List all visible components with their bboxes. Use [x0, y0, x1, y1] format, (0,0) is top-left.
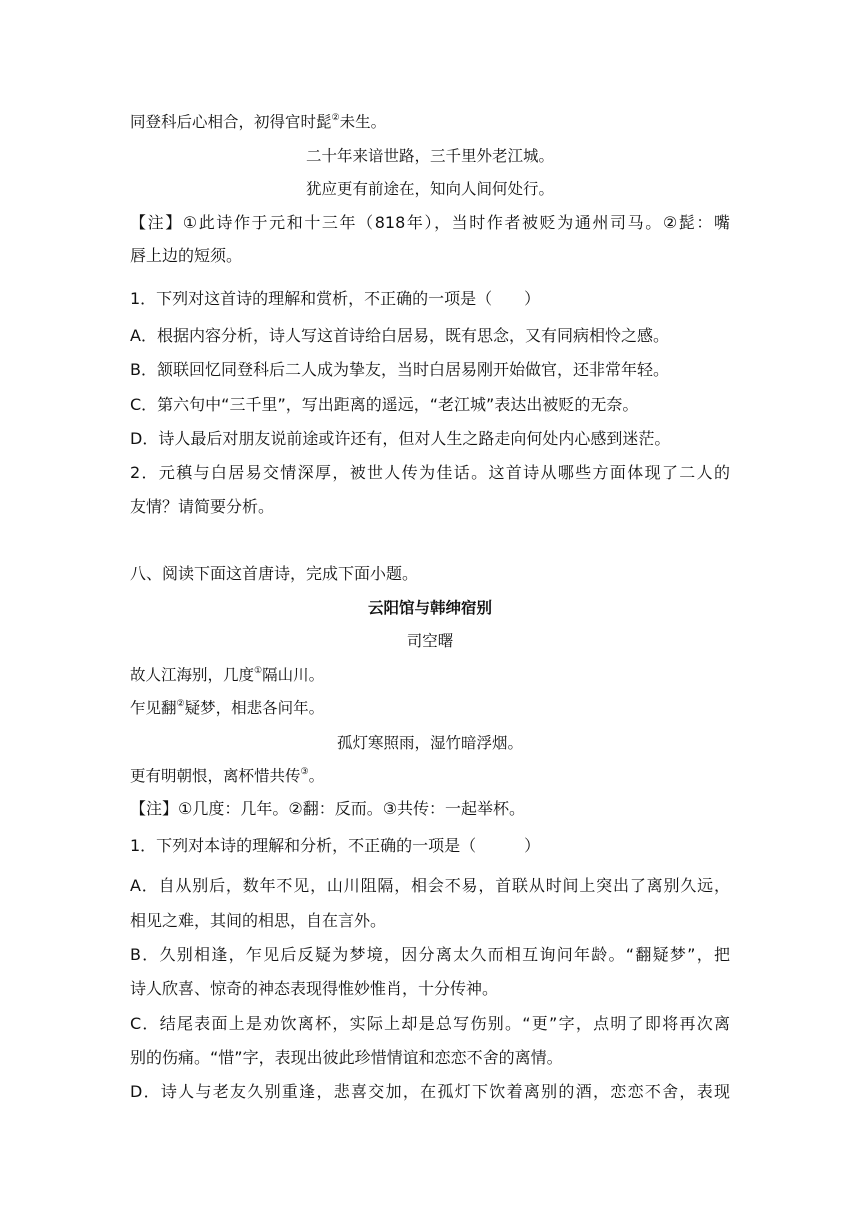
option-d: D．诗人最后对朋友说前途或许还有，但对人生之路走向何处内心感到迷茫。 [130, 429, 671, 448]
note-line: 唇上边的短须。 [130, 246, 243, 265]
note-line: 【注】①几度：几年。②翻：反而。③共传：一起举杯。 [130, 799, 526, 818]
poem-line [130, 697, 730, 719]
footnote-marker: ② [176, 699, 185, 709]
section-heading: 八、阅读下面这首唐诗，完成下面小题。 [130, 564, 419, 583]
poem-line [130, 111, 730, 133]
footnote-marker: ③ [300, 767, 309, 777]
footnote-marker: ① [254, 666, 263, 676]
option-b-cont: 诗人欣喜、惊奇的神态表现得惟妙惟肖，十分传神。 [130, 979, 499, 998]
poem-text: 疑梦，相悲各问年。 [184, 699, 325, 717]
poem-line: 犹应更有前途在，知向人间何处行。 [305, 180, 554, 198]
question-stem: 1．下列对本诗的理解和分析，不正确的一项是（ ） [130, 836, 541, 855]
poem-text: 同登科后心相合，初得官时髭 [130, 113, 332, 131]
question-line: 友情？请简要分析。 [130, 497, 275, 516]
poem-text: 未生。 [339, 113, 387, 131]
footnote-marker: ② [331, 113, 340, 123]
poem-line: 孤灯寒照雨，湿竹暗浮烟。 [336, 734, 523, 752]
option-a: A．根据内容分析，诗人写这首诗给白居易，既有思念，又有同病相怜之感。 [130, 326, 669, 345]
option-d: D．诗人与老友久别重逢，悲喜交加，在孤灯下饮着离别的酒，恋恋不舍，表现 [130, 1082, 730, 1101]
option-c: C．第六句中“三千里”，写出距离的遥远，“老江城”表达出被贬的无奈。 [130, 395, 639, 414]
poem-text: 乍见翻 [130, 699, 177, 717]
note-line: 【注】①此诗作于元和十三年（818年），当时作者被贬为通州司马。②髭：嘴 [130, 213, 730, 232]
poem-author: 司空曙 [406, 632, 454, 650]
option-a: A．自从别后，数年不见，山川阻隔，相会不易，首联从时间上突出了离别久远， [130, 876, 730, 895]
poem-text: 隔山川。 [262, 666, 325, 684]
option-c-cont: 别的伤痛。“惜”字，表现出彼此珍惜情谊和恋恋不舍的离情。 [130, 1048, 563, 1067]
option-b: B．颔联回忆同登科后二人成为挚友，当时白居易刚开始做官，还非常年轻。 [130, 360, 669, 379]
option-a-cont: 相见之难，其间的相思，自在言外。 [130, 911, 387, 930]
question-stem: 1．下列对这首诗的理解和赏析，不正确的一项是（ ） [130, 289, 541, 308]
poem-line: 二十年来谙世路，三千里外老江城。 [305, 147, 554, 165]
option-b: B．久别相逢，乍见后反疑为梦境，因分离太久而相互询问年龄。“翻疑梦”，把 [130, 945, 730, 964]
poem-text: 更有明朝恨，离杯惜共传 [130, 767, 301, 785]
poem-text: 故人江海别，几度 [130, 666, 255, 684]
option-c: C．结尾表面上是劝饮离杯，实际上却是总写伤别。“更”字，点明了即将再次离 [130, 1014, 730, 1033]
poem-line [130, 664, 730, 686]
poem-line [130, 765, 730, 787]
poem-title: 云阳馆与韩绅宿别 [367, 598, 492, 617]
poem-text: 。 [308, 767, 325, 785]
question-stem: 2．元稹与白居易交情深厚，被世人传为佳话。这首诗从哪些方面体现了二人的 [130, 463, 730, 482]
